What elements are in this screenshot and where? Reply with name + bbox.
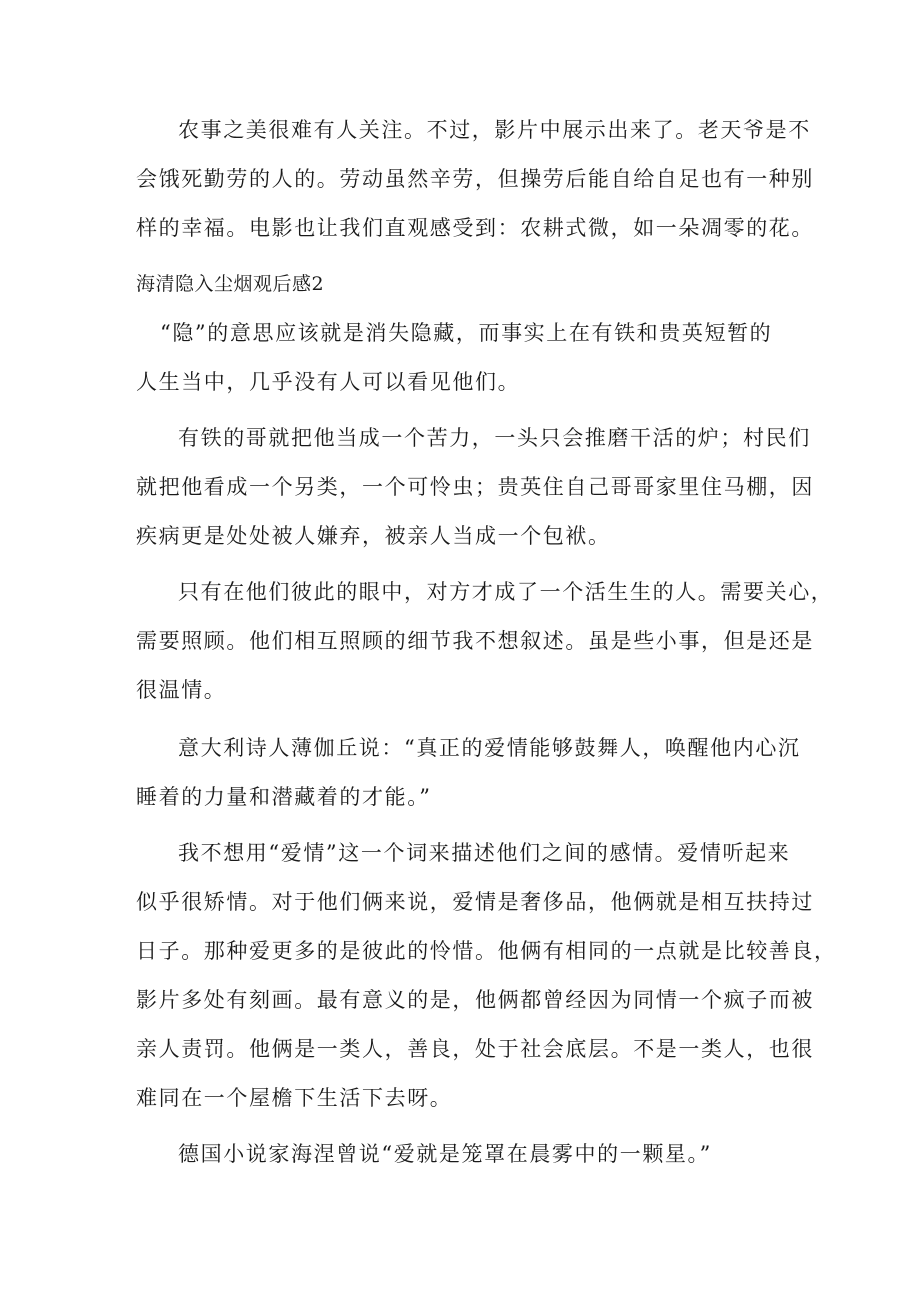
paragraph-2-line-1: “隐”的意思应该就是消失隐藏，而事实上在有铁和贵英短暂的 [160, 321, 773, 345]
paragraph-6-line-5: 亲人责罚。他俩是一类人，善良，处于社会底层。不是一类人，也很 [136, 1037, 814, 1061]
paragraph-6-line-1: 我不想用“爱情”这一个词来描述他们之间的感情。爱情听起来 [178, 841, 791, 865]
paragraph-1-line-1: 农事之美很难有人关注。不过，影片中展示出来了。老天爷是不 [178, 118, 811, 142]
paragraph-6-line-3: 日子。那种爱更多的是彼此的怜惜。他俩有相同的一点就是比较善良， [136, 939, 837, 963]
paragraph-3-line-3: 疾病更是处处被人嫌弃，被亲人当成一个包袱。 [136, 524, 611, 548]
paragraph-1-line-3: 样的幸福。电影也让我们直观感受到：农耕式微，如一朵凋零的花。 [136, 216, 814, 240]
paragraph-7-line-1: 德国小说家海涅曾说“爱就是笼罩在晨雾中的一颗星。” [178, 1142, 712, 1166]
paragraph-6-line-6: 难同在一个屋檐下生活下去呀。 [136, 1086, 453, 1110]
paragraph-4-line-2: 需要照顾。他们相互照顾的细节我不想叙述。虽是些小事，但是还是 [136, 629, 814, 653]
paragraph-3-line-1: 有铁的哥就把他当成一个苦力，一头只会推磨干活的炉；村民们 [178, 426, 811, 450]
paragraph-4-line-3: 很温情。 [136, 678, 227, 702]
paragraph-2-line-2: 人生当中，几乎没有人可以看见他们。 [136, 370, 521, 394]
paragraph-4-line-1: 只有在他们彼此的眼中，对方才成了一个活生生的人。需要关心， [178, 580, 834, 604]
paragraph-5-line-1: 意大利诗人薄伽丘说：“真正的爱情能够鼓舞人，唤醒他内心沉 [178, 736, 801, 760]
paragraph-3-line-2: 就把他看成一个另类，一个可怜虫；贵英住自己哥哥家里住马棚，因 [136, 475, 814, 499]
section-heading: 海清隐入尘烟观后感2 [136, 273, 325, 295]
paragraph-6-line-4: 影片多处有刻画。最有意义的是，他俩都曾经因为同情一个疯子而被 [136, 988, 814, 1012]
paragraph-5-line-2: 睡着的力量和潜藏着的才能。” [136, 785, 432, 809]
paragraph-6-line-2: 似乎很矫情。对于他们俩来说，爱情是奢侈品，他俩就是相互扶持过 [136, 890, 814, 914]
paragraph-1-line-2: 会饿死勤劳的人的。劳动虽然辛劳，但操劳后能自给自足也有一种别 [136, 167, 814, 191]
